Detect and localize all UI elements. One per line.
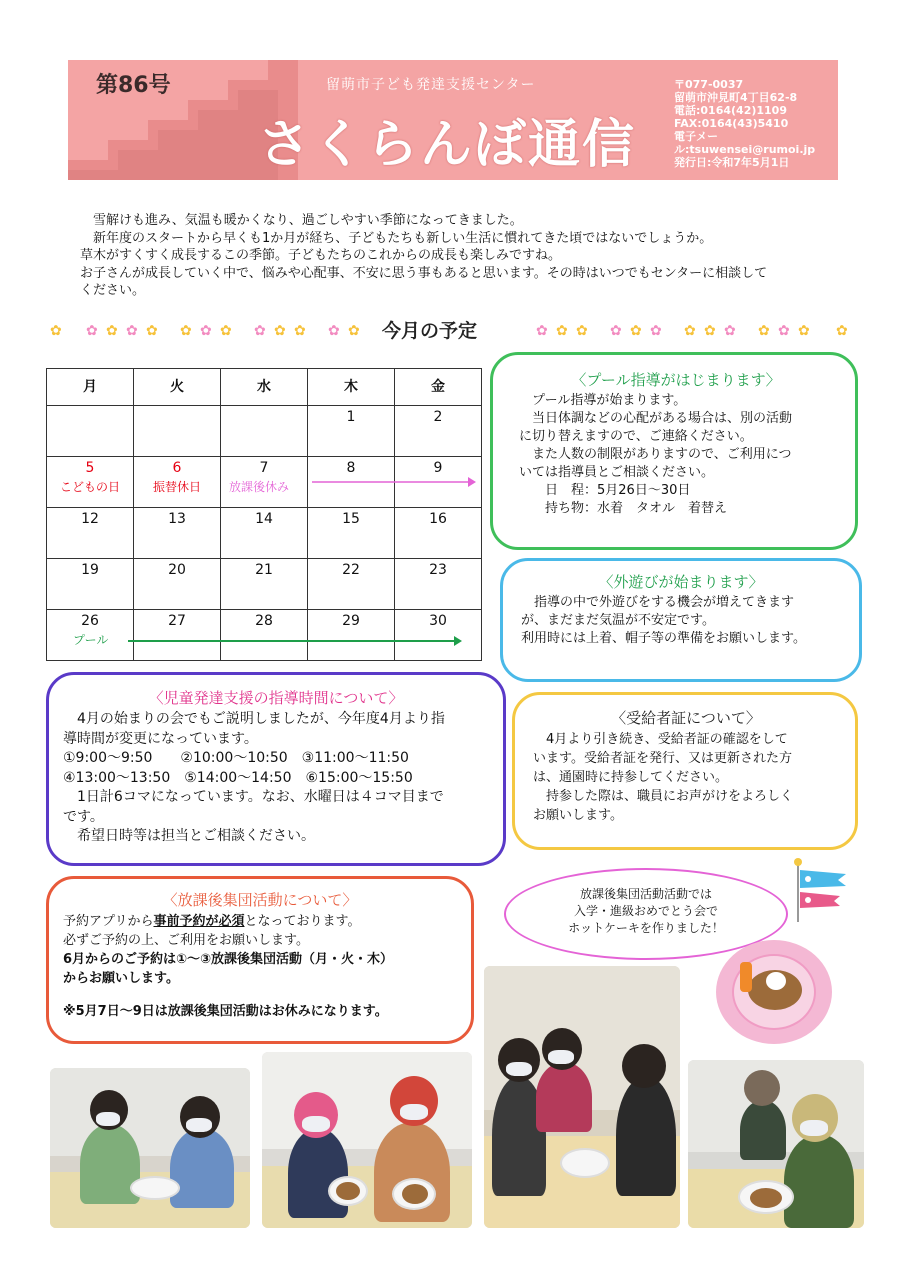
photo-kids-with-plates: [262, 1052, 472, 1228]
day-thu: 木: [308, 369, 395, 406]
calendar-cell: 29: [308, 610, 395, 661]
calendar-cell: 23: [395, 559, 482, 610]
newsletter-title: さくらんぼ通信: [258, 115, 637, 175]
calendar-cell: [47, 406, 134, 457]
newsletter-header: [68, 60, 838, 180]
cert-notice-title: 〈受給者証について〉: [611, 709, 761, 727]
flower-icon: ✿: [200, 323, 212, 339]
flower-icon: ✿: [630, 323, 642, 339]
calendar-cell: 27: [134, 610, 221, 661]
calendar-cell: 30: [395, 610, 482, 661]
calendar-cell: 9: [395, 457, 482, 508]
calendar-cell: 13: [134, 508, 221, 559]
date-number: 5: [85, 460, 95, 476]
calendar-cell: 8: [308, 457, 395, 508]
photo-kids-at-table: [484, 966, 680, 1228]
after-line-1: [63, 912, 457, 931]
flower-icon: ✿: [254, 323, 266, 339]
flower-icon: ✿: [274, 323, 286, 339]
guidance-hours-notice: [46, 672, 506, 866]
intro-text: [80, 212, 840, 300]
flower-icon: ✿: [146, 323, 158, 339]
flower-icon: ✿: [86, 323, 98, 339]
flower-icon: ✿: [798, 323, 810, 339]
calendar-cell: 21: [221, 559, 308, 610]
flower-icon: ✿: [836, 323, 848, 339]
after-line-3: 6月からのご予約は①～③放課後集団活動（月・火・木）: [63, 952, 394, 967]
calendar: [46, 368, 482, 661]
photo-kids-mixing: [50, 1068, 250, 1228]
flower-icon: ✿: [294, 323, 306, 339]
bubble-line: ホットケーキを作りました！: [568, 921, 724, 935]
holiday-label: こどもの日: [59, 480, 120, 494]
flower-icon: ✿: [650, 323, 662, 339]
postal-code: 〒077-0037: [674, 78, 744, 91]
calendar-cell: 14: [221, 508, 308, 559]
calendar-cell: 19: [47, 559, 134, 610]
intro-line: 新年度のスタートから早くも1か月が経ち、子どもたちも新しい生活に慣れてきた頃ではないでしょうか。: [80, 230, 713, 246]
calendar-cell: 1: [308, 406, 395, 457]
email: 電子メール:tsuwensei@rumoi.jp: [674, 130, 816, 156]
date-number: 7: [259, 460, 269, 476]
flower-icon: ✿: [180, 323, 192, 339]
flower-icon: ✿: [126, 323, 138, 339]
outdoor-notice-body: 指導の中で外遊びをする機会が増えてきます が、まだまだ気温が不安定です。 利用時には上着、帽子等の準備をお願いします。: [521, 595, 806, 646]
calendar-cell: [47, 610, 134, 661]
pool-label: プール: [73, 633, 109, 647]
date-number: 26: [81, 613, 99, 629]
after-line-4: からお願いします。: [63, 971, 179, 986]
holiday-label: 振替休日: [152, 480, 201, 494]
flower-icon: ✿: [758, 323, 770, 339]
fax: FAX:0164(43)5410: [674, 117, 789, 130]
flower-icon: ✿: [684, 323, 696, 339]
calendar-week: [47, 406, 482, 457]
flower-icon: ✿: [50, 323, 62, 339]
date-number: 6: [172, 460, 182, 476]
outdoor-notice-title: 〈外遊びが始まります〉: [598, 573, 764, 591]
text: となっております。: [244, 914, 361, 929]
calendar-cell: [47, 457, 134, 508]
flower-icon: ✿: [724, 323, 736, 339]
flower-icon: ✿: [348, 323, 360, 339]
after-line-2: 必ずご予約の上、ご利用をお願いします。: [63, 933, 309, 948]
afterschool-off-arrow: [300, 472, 480, 492]
calendar-cell: 22: [308, 559, 395, 610]
hours-notice-body: 4月の始まりの会でもご説明しましたが、今年度4月より指 導時間が変更になっています。 ①9:00～9:50 ②10:00～10:50 ③11:00～11:50 ④13:00～13:50 ⑤14:00～14:50 ⑥15:00～15:50 1日計6コマになっています。なお、水曜日は４コマ目まで です。 希望日時等は担当とご相談ください。: [63, 711, 445, 844]
pool-notice: [490, 352, 858, 550]
pool-notice-title: 〈プール指導がはじまります〉: [571, 371, 781, 389]
calendar-cell: [134, 406, 221, 457]
photo-boy-with-pancake: [688, 1060, 864, 1228]
flower-icon: ✿: [536, 323, 548, 339]
day-wed: 水: [221, 369, 308, 406]
calendar-cell: [221, 457, 308, 508]
calendar-week: [47, 559, 482, 610]
calendar-cell: 15: [308, 508, 395, 559]
issue-date: 発行日:令和7年5月1日: [674, 156, 790, 169]
day-fri: 金: [395, 369, 482, 406]
day-mon: 月: [47, 369, 134, 406]
contact-info: [674, 78, 838, 169]
flower-icon: ✿: [556, 323, 568, 339]
after-notice-title: 〈放課後集団活動について〉: [162, 891, 358, 909]
afterschool-off-label: 放課後休み: [229, 480, 290, 494]
hours-notice-title: 〈児童発達支援の指導時間について〉: [148, 689, 404, 707]
calendar-cell: 20: [134, 559, 221, 610]
bubble-line: 放課後集団活動活動では: [579, 887, 712, 901]
cert-notice-body: 4月より引き続き、受給者証の確認をして います。受給者証を発行、又は更新された方 は、通園時に持参してください。 持参した際は、職員にお声がけをよろしく お願いします。: [533, 732, 794, 823]
pool-period-arrow: [124, 631, 468, 651]
flower-icon: ✿: [610, 323, 622, 339]
address: 留萌市沖見町4丁目62-8: [674, 91, 798, 104]
certificate-notice: [512, 692, 858, 850]
calendar-cell: 12: [47, 508, 134, 559]
calendar-cell: 2: [395, 406, 482, 457]
intro-line: 雪解けも進み、気温も暖かくなり、過ごしやすい季節になってきました。: [80, 213, 523, 228]
flower-icon: ✿: [576, 323, 588, 339]
pool-notice-body: プール指導が始まります。 当日体調などの心配がある場合は、別の活動 に切り替えますので、ご連絡ください。 また人数の制限がありますので、ご利用につ いては指導員とご相談ください。 日 程：5月26日～30日 持ち物：水着 タオル 着替え: [519, 393, 793, 516]
calendar-header-row: [47, 369, 482, 406]
text: 予約アプリから: [63, 914, 154, 929]
flower-icon: ✿: [220, 323, 232, 339]
calendar-cell: [134, 457, 221, 508]
flower-icon: ✿: [106, 323, 118, 339]
bubble-line: 入学・進級おめでとう会で: [573, 904, 718, 918]
day-tue: 火: [134, 369, 221, 406]
flower-icon: ✿: [778, 323, 790, 339]
intro-line: 草木がすくすく成長するこの季節。子どもたちのこれからの成長も楽しみですね。: [80, 248, 562, 263]
calendar-cell: [221, 406, 308, 457]
organization-name: 留萌市子ども発達支援センター: [326, 77, 536, 93]
calendar-week: [47, 508, 482, 559]
flower-icon: ✿: [328, 323, 340, 339]
emphasis-text: 事前予約が必須: [153, 914, 245, 929]
pancake-plate-illustration: [716, 940, 832, 1044]
intro-line: お子さんが成長していく中で、悩みや心配事、不安に思う事もあると思います。その時はいつでもセンターに相談して: [80, 265, 768, 281]
issue-number: 第86号: [96, 73, 171, 98]
intro-line: ください。: [80, 283, 146, 298]
phone: 電話:0164(42)1109: [674, 104, 787, 117]
schedule-heading: 今月の予定: [382, 320, 478, 342]
afterschool-notice: [46, 876, 474, 1044]
calendar-cell: 16: [395, 508, 482, 559]
after-line-5: ※5月7日～9日は放課後集団活動はお休みになります。: [63, 1004, 388, 1019]
koinobori-icon: [790, 856, 860, 926]
flower-icon: ✿: [704, 323, 716, 339]
calendar-cell: 28: [221, 610, 308, 661]
outdoor-play-notice: [500, 558, 862, 682]
